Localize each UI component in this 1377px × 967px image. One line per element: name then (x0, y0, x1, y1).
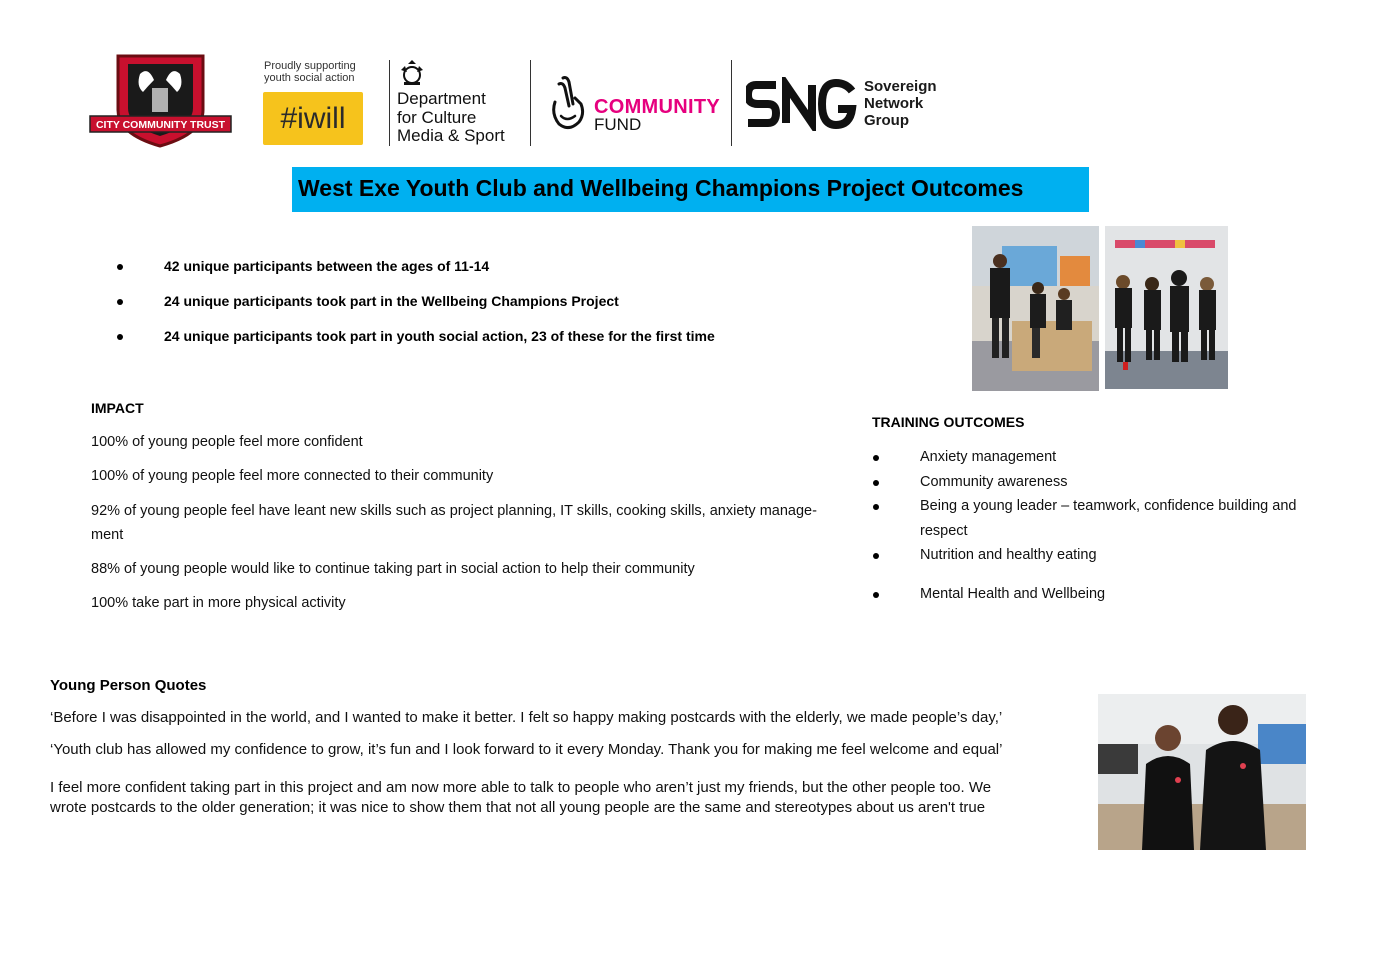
crossed-fingers-icon (547, 74, 591, 132)
sng-logo-text (864, 78, 954, 129)
training-item: respect (920, 523, 968, 539)
iwill-logo (263, 92, 363, 145)
key-stat: 24 unique participants took part in the Wellbeing Champions Project (164, 293, 619, 309)
quote-line: wrote postcards to the older generation; it was nice to show them that not all young people are the same and stereotypes about us aren't true (50, 799, 986, 816)
impact-line: 88% of young people would like to continue taking part in social action to help their community (91, 561, 695, 577)
training-item: Being a young leader – teamwork, confidence building and (920, 498, 1297, 514)
key-stat: 42 unique participants between the ages of 11-14 (164, 258, 490, 274)
training-item: Community awareness (920, 474, 1068, 490)
training-item: Mental Health and Wellbeing (920, 586, 1106, 602)
youth-club-photo (972, 226, 1099, 391)
iwill-caption: Proudly supporting youth social action (264, 60, 356, 84)
quotes-heading: Young Person Quotes (50, 677, 207, 694)
quote-line: ‘Youth club has allowed my confidence to grow, it’s fun and I look forward to it every Monday. Thank you for making me feel welcome and equal’ (50, 741, 1003, 758)
page-title: West Exe Youth Club and Wellbeing Champions Project Outcomes (298, 175, 1024, 201)
impact-line: ment (91, 527, 124, 543)
divider (389, 60, 390, 146)
quote-line: ‘Before I was disappointed in the world, and I wanted to make it better. I felt so happy making postcards with the elderly, we made people’s day,’ (50, 709, 1003, 726)
iwill-label: #iwill (280, 101, 346, 135)
young-people-photo (1098, 694, 1306, 850)
sng-logo (746, 77, 858, 131)
bullet-icon (873, 480, 879, 486)
bullet-icon (873, 455, 879, 461)
sng-line: Group (864, 112, 909, 129)
divider (731, 60, 732, 146)
community-fund-line2: FUND (594, 115, 642, 134)
bullet-icon (873, 592, 879, 598)
impact-line: 100% of young people feel more connected to their community (91, 468, 494, 484)
impact-line: 100% of young people feel more confident (91, 434, 363, 450)
bullet-icon (117, 334, 123, 340)
dcms-line: Media & Sport (397, 126, 505, 145)
royal-crest-icon (397, 60, 427, 86)
impact-line: 92% of young people feel have leant new skills such as project planning, IT skills, cooking skills, anxiety manage- (91, 503, 817, 519)
dcms-logo-text (397, 90, 527, 146)
dcms-line: Department (397, 89, 486, 108)
city-community-trust-logo (88, 52, 233, 148)
training-item: Nutrition and healthy eating (920, 547, 1097, 563)
crest-text: CITY COMMUNITY TRUST (95, 119, 226, 131)
key-stat: 24 unique participants took part in youth social action, 23 of these for the first time (164, 328, 715, 344)
wellbeing-champions-photo (1105, 226, 1228, 389)
dcms-line: for Culture (397, 107, 477, 127)
bullet-icon (873, 504, 879, 510)
community-fund-line1: COMMUNITY (594, 96, 721, 118)
bullet-icon (873, 553, 879, 559)
sng-line: Sovereign (864, 78, 937, 95)
bullet-icon (117, 264, 123, 270)
impact-line: 100% take part in more physical activity (91, 595, 346, 611)
bullet-icon (117, 299, 123, 305)
divider (530, 60, 531, 146)
training-heading: TRAINING OUTCOMES (872, 414, 1025, 430)
sng-line: Network (864, 95, 924, 112)
impact-heading: IMPACT (91, 400, 144, 416)
quote-line: I feel more confident taking part in this project and am now more able to talk to people who aren’t just my friends, but the other people too. We (50, 779, 992, 796)
training-item: Anxiety management (920, 449, 1057, 465)
